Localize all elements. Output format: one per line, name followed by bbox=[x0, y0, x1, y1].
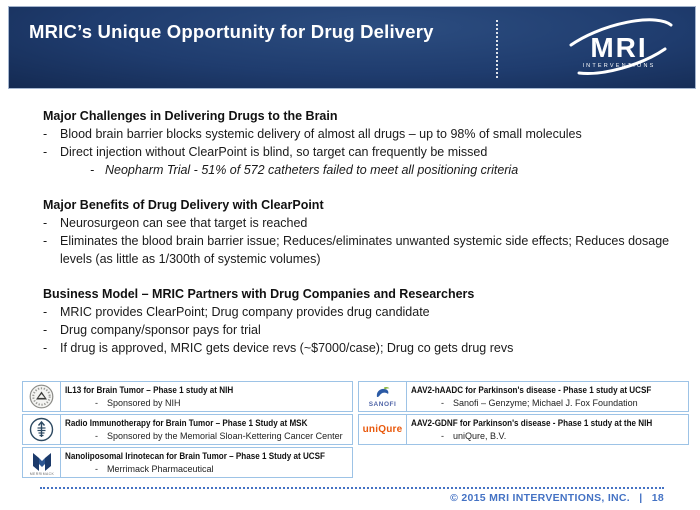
partner-sub bbox=[65, 430, 349, 442]
bullet-dash: - bbox=[441, 431, 444, 441]
bullet-dash: - bbox=[43, 305, 48, 319]
footer-separator: | bbox=[639, 492, 643, 504]
bullet-dash: - bbox=[95, 431, 98, 441]
msk-logo-icon bbox=[23, 415, 61, 444]
partner-box-sanofi bbox=[358, 381, 689, 412]
bullet-item-sub bbox=[90, 161, 688, 179]
partner-box-text bbox=[407, 382, 688, 411]
nih-seal-icon bbox=[23, 382, 61, 411]
partner-sub-text: Sponsored by the Memorial Sloan-Kettering Cancer Center bbox=[107, 431, 343, 441]
bullet-text: Drug company/sponsor pays for trial bbox=[60, 323, 261, 337]
bullet-text: Direct injection without ClearPoint is blind, so target can frequently be missed bbox=[60, 145, 488, 159]
partner-box-uniqure bbox=[358, 414, 689, 445]
slide-body bbox=[43, 107, 688, 374]
mri-logo-text: MRI bbox=[590, 32, 648, 63]
section-heading: Business Model – MRIC Partners with Drug Companies and Researchers bbox=[43, 287, 475, 301]
bullet-dash: - bbox=[43, 145, 48, 159]
bullet-dash: - bbox=[95, 464, 98, 474]
section-heading: Major Benefits of Drug Delivery with ClearPoint bbox=[43, 198, 324, 212]
bullet-dash: - bbox=[95, 398, 98, 408]
mri-interventions-logo bbox=[549, 15, 689, 90]
sanofi-logo-text: SANOFI bbox=[368, 400, 397, 408]
bullet-dash: - bbox=[43, 341, 48, 355]
bullet-text: Blood brain barrier blocks systemic delivery of almost all drugs – up to 98% of small molecules bbox=[60, 127, 582, 141]
bullet-text: Eliminates the blood brain barrier issue; Reduces/eliminates unwanted systemic side effects; Reduces dosage levels (as little as 1/300th of systemic volumes) bbox=[60, 234, 670, 266]
bullet-item bbox=[43, 125, 688, 143]
bullet-text: Neopharm Trial - 51% of 572 catheters failed to meet all positioning criteria bbox=[105, 163, 519, 177]
bullet-text: If drug is approved, MRIC gets device revs (~$7000/case); Drug co gets drug revs bbox=[60, 341, 514, 355]
copyright-text: © 2015 MRI INTERVENTIONS, INC. bbox=[450, 492, 631, 504]
page-title: MRIC’s Unique Opportunity for Drug Delivery bbox=[29, 21, 434, 42]
sanofi-logo-icon bbox=[359, 382, 407, 411]
partner-sub-text: uniQure, B.V. bbox=[453, 431, 507, 441]
partner-box-text bbox=[61, 415, 352, 444]
header bbox=[8, 6, 696, 89]
footer-dotted-line bbox=[40, 487, 664, 489]
uniqure-logo-text: uniQure bbox=[362, 424, 403, 435]
page-number: 18 bbox=[651, 492, 664, 504]
partner-sub bbox=[411, 430, 685, 442]
bullet-text: MRIC provides ClearPoint; Drug company provides drug candidate bbox=[60, 305, 430, 319]
partner-box-nih bbox=[22, 381, 353, 412]
section-challenges bbox=[43, 107, 688, 179]
section-business-model bbox=[43, 285, 688, 357]
partner-boxes-left bbox=[22, 381, 353, 480]
bullet-item bbox=[43, 339, 688, 357]
partner-box-text bbox=[61, 448, 352, 477]
mri-logo-subtext: INTERVENTIONS bbox=[582, 63, 656, 69]
partner-sub bbox=[65, 463, 349, 475]
bullet-item bbox=[43, 232, 688, 268]
bullet-item bbox=[43, 143, 688, 161]
bullet-dash: - bbox=[90, 163, 95, 177]
bullet-dash: - bbox=[43, 127, 48, 141]
partner-box-msk bbox=[22, 414, 353, 445]
partner-sub-text: Sanofi – Genzyme; Michael J. Fox Foundation bbox=[453, 398, 638, 408]
partner-sub-text: Merrimack Pharmaceutical bbox=[107, 464, 214, 474]
partner-boxes-right bbox=[358, 381, 689, 447]
section-heading: Major Challenges in Delivering Drugs to the Brain bbox=[43, 109, 338, 123]
partner-box-merrimack bbox=[22, 447, 353, 478]
bullet-dash: - bbox=[441, 398, 444, 408]
merrimack-logo-text: MERRIMACK bbox=[29, 471, 54, 476]
partner-title: IL13 for Brain Tumor – Phase 1 study at NIH bbox=[65, 385, 234, 395]
partner-title: Radio Immunotherapy for Brain Tumor – Phase 1 Study at MSK bbox=[65, 418, 308, 428]
partner-box-text bbox=[61, 382, 352, 411]
uniqure-logo-icon bbox=[359, 415, 407, 444]
bullet-item bbox=[43, 303, 688, 321]
footer bbox=[450, 492, 664, 504]
partner-box-text bbox=[407, 415, 688, 444]
bullet-item bbox=[43, 321, 688, 339]
bullet-dash: - bbox=[43, 234, 48, 248]
partner-sub bbox=[411, 397, 685, 409]
partner-sub bbox=[65, 397, 349, 409]
bullet-item bbox=[43, 214, 688, 232]
header-dotted-separator bbox=[496, 20, 498, 78]
section-benefits bbox=[43, 196, 688, 268]
partner-title: Nanoliposomal Irinotecan for Brain Tumor – Phase 1 Study at UCSF bbox=[65, 451, 326, 461]
partner-sub-text: Sponsored by NIH bbox=[107, 398, 181, 408]
bullet-dash: - bbox=[43, 323, 48, 337]
bullet-dash: - bbox=[43, 216, 48, 230]
merrimack-logo-icon bbox=[23, 448, 61, 477]
partner-title: AAV2-GDNF for Parkinson's disease - Phase 1 study at the NIH bbox=[411, 418, 653, 428]
partner-title: AAV2-hAADC for Parkinson's disease - Phase 1 study at UCSF bbox=[411, 385, 652, 395]
bullet-text: Neurosurgeon can see that target is reached bbox=[60, 216, 308, 230]
mri-logo-graphic bbox=[549, 15, 689, 85]
